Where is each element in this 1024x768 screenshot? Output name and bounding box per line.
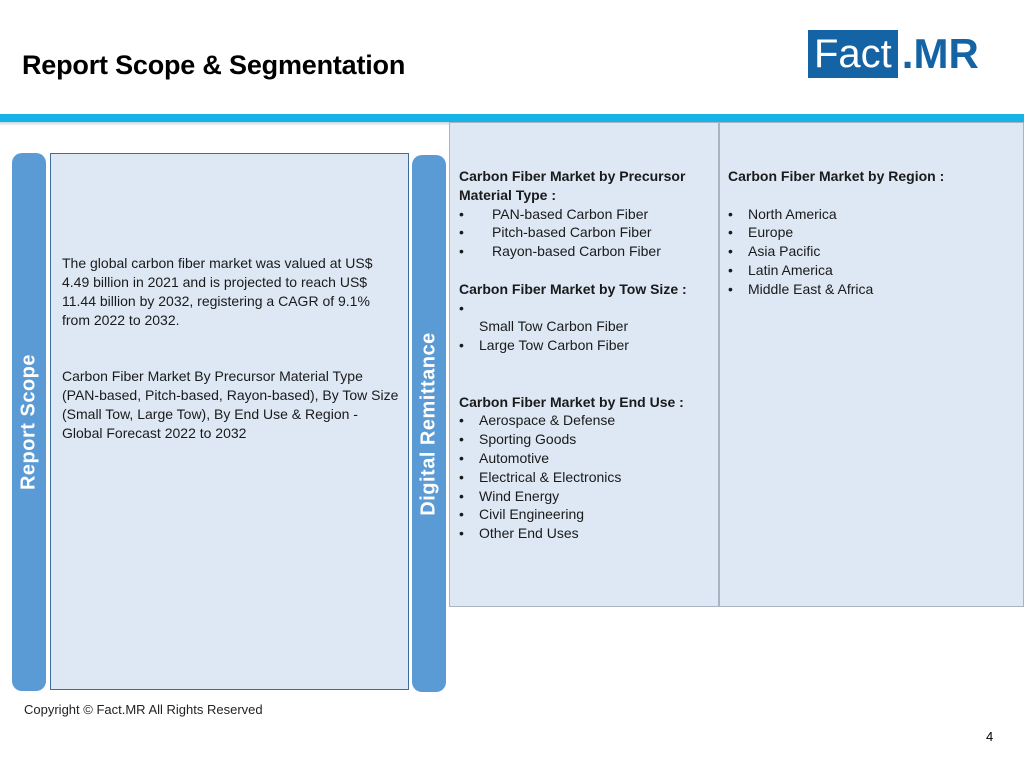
report-scope-panel	[50, 153, 409, 690]
list-item: • Rayon-based Carbon Fiber	[459, 243, 661, 260]
bullet-icon: •	[459, 506, 464, 523]
list-item: • Aerospace & Defense	[459, 412, 616, 429]
bullet-icon: •	[728, 261, 733, 278]
bullet-icon: •	[459, 337, 464, 354]
bullet-icon: •	[459, 449, 464, 466]
list-item: • Latin America	[728, 261, 833, 278]
tow-size-heading: Carbon Fiber Market by Tow Size :	[459, 280, 687, 297]
list-item: • Europe	[728, 224, 794, 241]
fact-mr-logo	[808, 30, 979, 78]
logo-box: Fact	[808, 30, 898, 78]
logo-suffix: .MR	[901, 30, 979, 77]
copyright-text: Copyright © Fact.MR All Rights Reserved	[24, 702, 263, 717]
bullet-icon: •	[728, 224, 733, 241]
list-item: • Sporting Goods	[459, 431, 577, 448]
list-item: • Electrical & Electronics	[459, 468, 622, 485]
page-title: Report Scope & Segmentation	[22, 50, 406, 80]
bullet-icon: •	[728, 243, 733, 260]
bullet-icon: •	[459, 487, 464, 504]
bullet-icon: •	[459, 243, 464, 260]
bullet-icon: •	[459, 224, 464, 241]
bullet-icon: •	[459, 412, 464, 429]
segmentation-column-left	[459, 167, 709, 543]
column-divider	[718, 123, 720, 606]
segmentation-column-right	[728, 167, 1008, 299]
list-item: • PAN-based Carbon Fiber	[459, 205, 649, 222]
digital-remittance-label: Digital Remittance	[417, 331, 440, 516]
end-use-list	[459, 411, 709, 543]
list-item: • North America	[728, 205, 837, 222]
list-item: • Pitch-based Carbon Fiber	[459, 224, 652, 241]
bullet-icon: •	[459, 468, 464, 485]
list-item: • Middle East & Africa	[728, 280, 874, 297]
list-item: • Civil Engineering	[459, 506, 585, 523]
report-scope-label: Report Scope	[17, 353, 40, 491]
bullet-icon: •	[459, 525, 464, 542]
list-item: • Automotive	[459, 449, 550, 466]
list-item: • Wind Energy	[459, 487, 560, 504]
page-number: 4	[986, 729, 994, 744]
market-summary-text: The global carbon fiber market was valued at US$ 4.49 billion in 2021 and is projected to reach US$ 11.44 billion by 2032, registering a CAGR of 9.1% from 2022 to 2032.	[62, 255, 373, 328]
list-item: • Asia Pacific	[728, 243, 821, 260]
segmentation-table	[449, 122, 1024, 607]
report-scope-text: Carbon Fiber Market By Precursor Material Type (PAN-based, Pitch-based, Rayon-based), By Tow Size (Small Tow, Large Tow), By End Use & Region - Global Forecast 2022 to 2032	[62, 368, 399, 441]
bullet-icon: •	[459, 299, 464, 316]
region-list	[728, 205, 1008, 299]
report-scope-tab	[12, 153, 46, 691]
bullet-icon: •	[728, 280, 733, 297]
bullet-icon: •	[459, 431, 464, 448]
digital-remittance-tab	[412, 155, 446, 692]
bullet-icon: •	[459, 205, 464, 222]
region-heading: Carbon Fiber Market by Region :	[728, 168, 945, 184]
list-item: • Small Tow Carbon Fiber	[459, 299, 629, 335]
list-item: • Other End Uses	[459, 525, 579, 542]
precursor-heading: Carbon Fiber Market by Precursor Material Type :	[459, 168, 686, 203]
tow-size-list	[459, 299, 709, 355]
end-use-heading: Carbon Fiber Market by End Use :	[459, 393, 684, 410]
header-accent-bar	[0, 114, 1024, 122]
precursor-list	[459, 205, 709, 261]
list-item: • Large Tow Carbon Fiber	[459, 337, 629, 354]
bullet-icon: •	[728, 205, 733, 222]
